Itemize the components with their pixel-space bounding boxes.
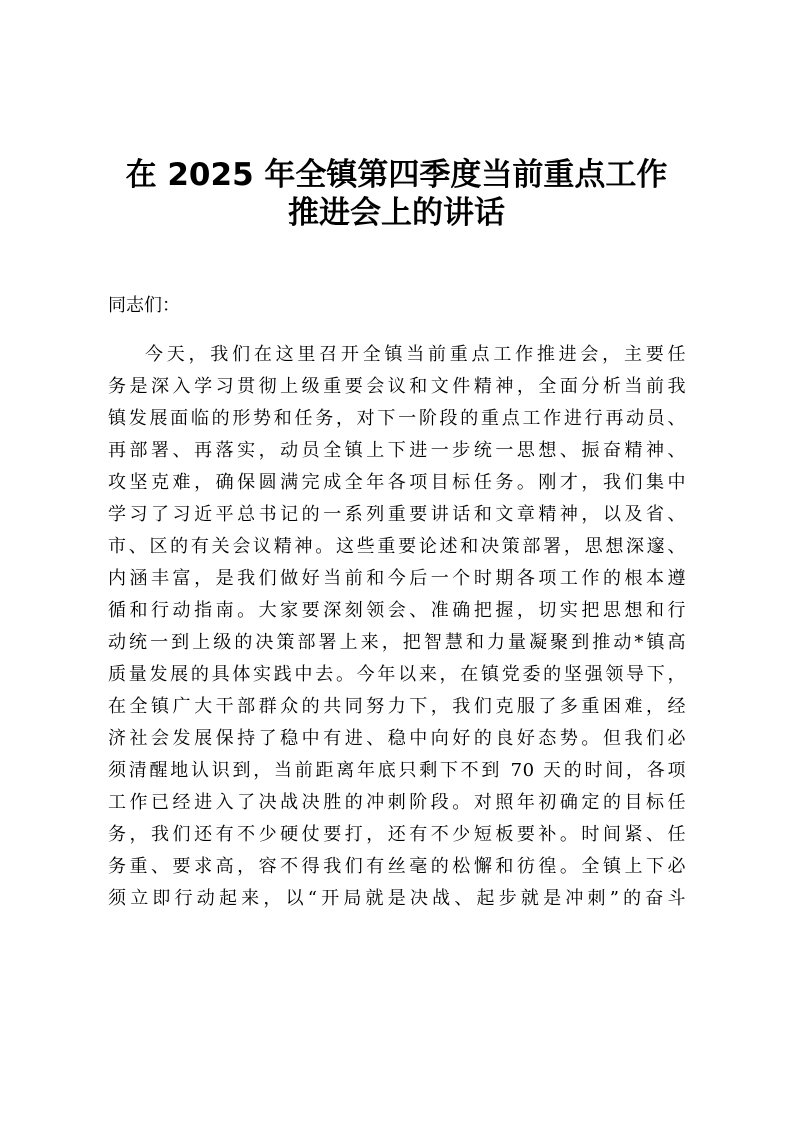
paragraph-line: 攻坚克难，确保圆满完成全年各项目标任务。刚才，我们集中 — [108, 472, 686, 493]
paragraph-line: 须立即行动起来，以“开局就是决战、起步就是冲刺”的奋斗 — [108, 888, 686, 909]
paragraph-line: 务是深入学习贯彻上级重要会议和文件精神，全面分析当前我 — [108, 376, 686, 397]
salutation: 同志们： — [108, 295, 180, 316]
paragraph-line: 学习了习近平总书记的一系列重要讲话和文章精神，以及省、 — [108, 504, 686, 525]
paragraph-line: 今天，我们在这里召开全镇当前重点工作推进会，主要任 — [145, 344, 686, 365]
paragraph-line: 质量发展的具体实践中去。今年以来，在镇党委的坚强领导下， — [108, 664, 686, 685]
paragraph-line: 循和行动指南。大家要深刻领会、准确把握，切实把思想和行 — [108, 600, 686, 621]
paragraph-line: 工作已经进入了决战决胜的冲刺阶段。对照年初确定的目标任 — [108, 792, 686, 813]
paragraph-line: 务重、要求高，容不得我们有丝毫的松懈和彷徨。全镇上下必 — [108, 856, 686, 877]
paragraph-line: 再部署、再落实，动员全镇上下进一步统一思想、振奋精神、 — [108, 440, 686, 461]
document-title-line-2: 推进会上的讲话 — [288, 195, 505, 231]
paragraph-line: 内涵丰富，是我们做好当前和今后一个时期各项工作的根本遵 — [108, 568, 686, 589]
paragraph-line: 济社会发展保持了稳中有进、稳中向好的良好态势。但我们必 — [108, 728, 686, 749]
paragraph-line: 市、区的有关会议精神。这些重要论述和决策部署，思想深邃、 — [108, 536, 686, 557]
document-title-line-1: 在 2025 年全镇第四季度当前重点工作 — [125, 157, 668, 193]
paragraph-line: 镇发展面临的形势和任务，对下一阶段的重点工作进行再动员、 — [108, 408, 686, 429]
paragraph-line: 动统一到上级的决策部署上来，把智慧和力量凝聚到推动*镇高 — [108, 632, 686, 653]
paragraph-line: 须清醒地认识到，当前距离年底只剩下不到 70 天的时间，各项 — [108, 760, 686, 781]
paragraph-line: 务，我们还有不少硬仗要打，还有不少短板要补。时间紧、任 — [108, 824, 686, 845]
paragraph-line: 在全镇广大干部群众的共同努力下，我们克服了多重困难，经 — [108, 696, 686, 717]
